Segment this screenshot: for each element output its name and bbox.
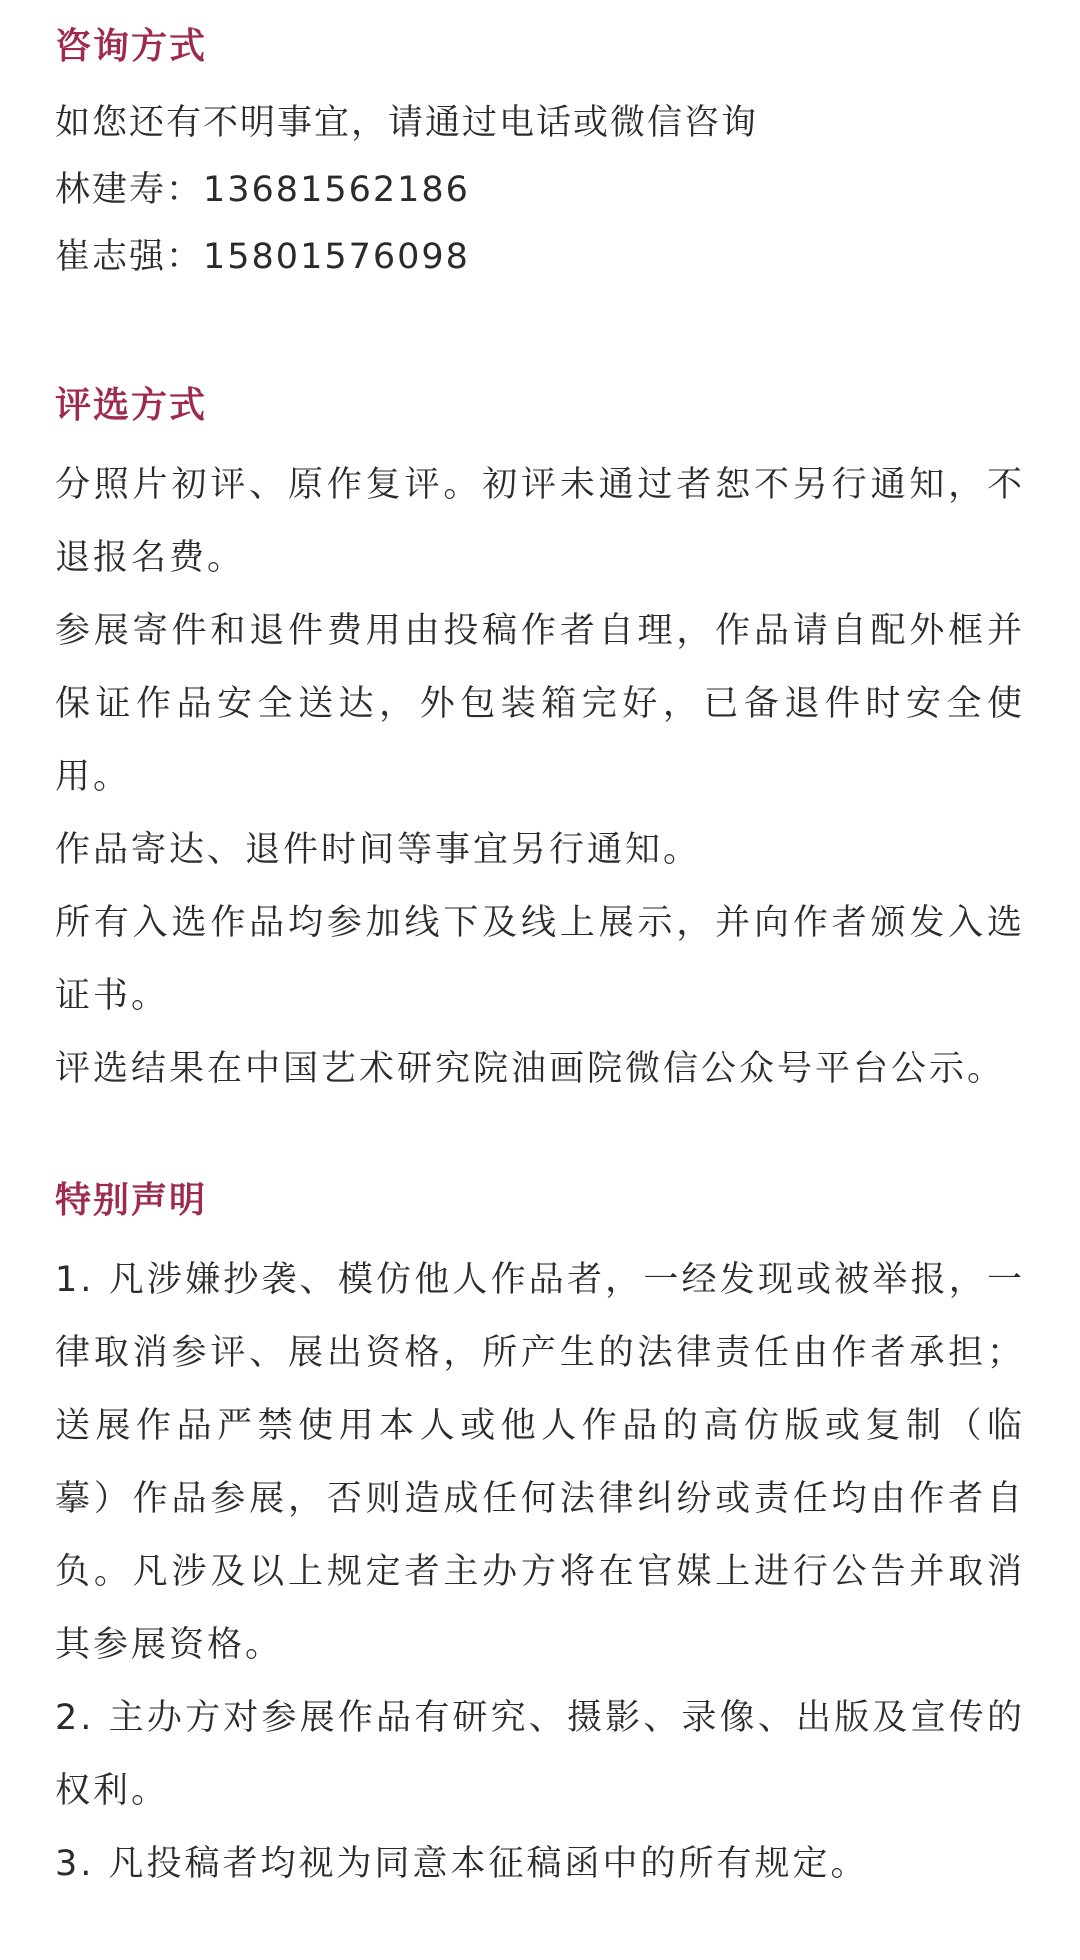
section-spacer [55, 291, 1025, 381]
evaluation-title: 评选方式 [55, 385, 208, 426]
evaluation-section [55, 381, 1025, 1106]
contact-list [55, 157, 1025, 291]
contact-phone-1: 林建寿：13681562186 [55, 170, 470, 210]
contact-phone-2: 崔志强：15801576098 [55, 237, 470, 277]
special-paragraph: 2. 主办方对参展作品有研究、摄影、录像、出版及宣传的权利。 [55, 1698, 1025, 1811]
evaluation-paragraph: 评选结果在中国艺术研究院油画院微信公众号平台公示。 [55, 1049, 1006, 1089]
evaluation-paragraph: 参展寄件和退件费用由投稿作者自理，作品请自配外框并保证作品安全送达，外包装箱完好，已备退件时安全使用。 [55, 611, 1025, 797]
evaluation-paragraph: 所有入选作品均参加线下及线上展示，并向作者颁发入选证书。 [55, 903, 1025, 1016]
special-section [55, 1176, 1025, 1901]
consult-title: 咨询方式 [55, 26, 208, 67]
special-paragraph: 3. 凡投稿者均视为同意本征稿函中的所有规定。 [55, 1844, 869, 1884]
consult-section [55, 22, 1025, 291]
special-paragraphs [55, 1244, 1025, 1901]
consult-intro: 如您还有不明事宜，请通过电话或微信咨询 [55, 103, 759, 143]
special-paragraph: 1. 凡涉嫌抄袭、模仿他人作品者，一经发现或被举报，一律取消参评、展出资格，所产生的法律责任由作者承担；送展作品严禁使用本人或他人作品的高仿版或复制（临摹）作品参展，否则造成任何法律纠纷或责任均由作者自负。凡涉及以上规定者主办方将在官媒上进行公告并取消其参展资格。 [55, 1260, 1025, 1665]
evaluation-paragraph: 作品寄达、退件时间等事宜另行通知。 [55, 830, 702, 870]
section-spacer [55, 1106, 1025, 1176]
evaluation-paragraphs [55, 449, 1025, 1106]
special-title: 特别声明 [55, 1180, 208, 1221]
evaluation-paragraph: 分照片初评、原作复评。初评未通过者恕不另行通知，不退报名费。 [55, 465, 1025, 578]
